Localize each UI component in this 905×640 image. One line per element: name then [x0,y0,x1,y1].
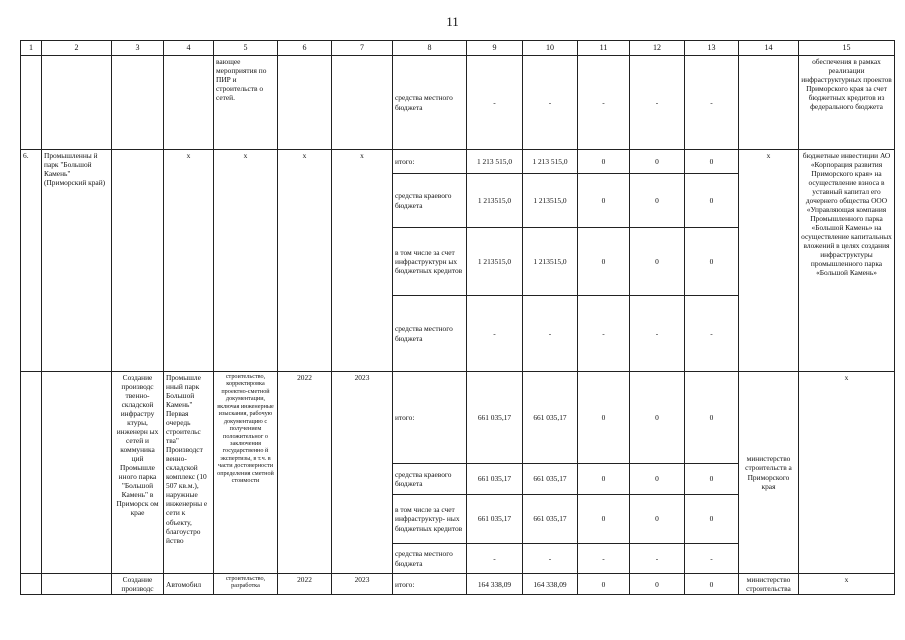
cell-value: 0 [630,150,685,174]
cell-value: 1 213515,0 [467,228,523,296]
cell-value: 0 [630,464,685,495]
cell-funding-source: средства местного бюджета [393,56,467,150]
cell-value: - [523,56,578,150]
cell-value: 164 338,09 [523,574,578,595]
cell-start-year: 2022 [278,574,332,595]
cell-value: 0 [578,174,630,228]
cell-value: - [523,544,578,574]
cell-value: - [685,56,739,150]
cell-value: - [685,544,739,574]
cell-x: х [164,150,214,372]
cell-responsible: министерство строительств а Приморского края [739,372,799,574]
cell-responsible: министерство строительства [739,574,799,595]
cell-x: х [278,150,332,372]
cell-value: 0 [685,228,739,296]
cell-value: 1 213515,0 [467,174,523,228]
header-cell: 5 [214,41,278,56]
header-cell: 7 [332,41,393,56]
cell-value: 0 [630,574,685,595]
cell-value: 164 338,09 [467,574,523,595]
header-cell: 8 [393,41,467,56]
cell-funding-source: средства краевого бюджета [393,464,467,495]
cell-value: 1 213515,0 [523,174,578,228]
header-row [21,41,895,56]
cell-value: 0 [578,372,630,464]
table-row [21,56,895,150]
header-cell: 14 [739,41,799,56]
cell-note: обеспечения в рамках реализации инфраструктурных проектов Приморского края за счет бюджетных кредитов из федерального бюджета [799,56,895,150]
cell-value: 661 035,17 [523,495,578,544]
cell-end-year: 2023 [332,372,393,574]
cell-value: 661 035,17 [523,372,578,464]
cell-value: 0 [578,495,630,544]
cell-value: 0 [685,574,739,595]
cell-value: - [630,296,685,372]
header-cell: 4 [164,41,214,56]
header-cell: 11 [578,41,630,56]
page-number: 11 [446,14,459,29]
cell-activity: строительство, разработка [214,574,278,595]
cell-end-year: 2023 [332,574,393,595]
cell-activity: вающее мероприятия по ПИР и строительств о сетей. [214,56,278,150]
cell-value: 0 [578,574,630,595]
cell-funding-source: итого: [393,372,467,464]
cell-value: 0 [630,174,685,228]
header-cell: 1 [21,41,42,56]
cell-object-description: Автомобил [164,574,214,595]
cell-funding-source: итого: [393,574,467,595]
header-cell: 15 [799,41,895,56]
header-cell: 12 [630,41,685,56]
cell-value: 661 035,17 [467,495,523,544]
cell-value: - [523,296,578,372]
cell-value: 0 [685,150,739,174]
cell-funding-source: в том числе за счет инфраструктур- ных бюджетных кредитов [393,495,467,544]
cell-value: 1 213 515,0 [523,150,578,174]
cell-object: Промышленны й парк "Большой Камень" (Приморский край) [42,150,112,372]
program-table [20,40,895,595]
cell-value: 0 [685,464,739,495]
cell-value: 661 035,17 [467,372,523,464]
cell-x: х [739,150,799,372]
cell-x: х [799,574,895,595]
cell-value: - [685,296,739,372]
header-cell: 9 [467,41,523,56]
cell-value: - [578,544,630,574]
table-row [21,150,895,174]
cell-funding-source: средства местного бюджета [393,296,467,372]
cell-value: - [630,56,685,150]
table-row [21,372,895,464]
header-cell: 3 [112,41,164,56]
cell-activity: строительство, корректировка проектно-сметной документации, включая инженерные изыскания, рабочую документацию с получением положительног о заключения государственно й экспертизы, в т.ч. в части достоверности определения сметной стоимости [214,372,278,574]
cell-start-year: 2022 [278,372,332,574]
cell-value: - [578,296,630,372]
cell-value: 0 [630,495,685,544]
cell-object: Создание производс твенно-складской инфрастру ктуры, инженерн ых сетей и коммуника ций Промышле нного парка "Большой Камень" в Приморск ом крае [112,372,164,574]
header-cell: 10 [523,41,578,56]
cell-value: - [578,56,630,150]
cell-x: х [214,150,278,372]
cell-value: 0 [685,495,739,544]
cell-value: - [467,544,523,574]
header-cell: 13 [685,41,739,56]
cell-value: 0 [578,228,630,296]
cell-object: Создание производс [112,574,164,595]
cell-value: 0 [578,464,630,495]
cell-value: 0 [630,372,685,464]
header-cell: 2 [42,41,112,56]
cell-funding-source: итого: [393,150,467,174]
cell-x: х [799,372,895,574]
cell-value: 661 035,17 [523,464,578,495]
cell-object-description: Промышле нный парк Большой Камень" Первая очередь строительс тва" Производст венно-складской комплекс (10 507 кв.м.), наружные инженерны е сети к объекту, благоустро йство [164,372,214,574]
cell-value: - [630,544,685,574]
cell-note: бюджетные инвестиции АО «Корпорация развития Приморского края» на осуществление взноса в уставный капитал его дочернего общества ООО «Управляющая компания Промышленного парка «Большой Камень» на осуществление капитальных вложений в целях создания инфраструктуры промышленного парка «Большой Камень» [799,150,895,372]
cell-funding-source: средства местного бюджета [393,544,467,574]
table-row [21,574,895,595]
cell-funding-source: средства краевого бюджета [393,174,467,228]
cell-value: 0 [685,372,739,464]
cell-value: 0 [578,150,630,174]
cell-funding-source: в том числе за счет инфраструктурн ых бюджетных кредитов [393,228,467,296]
cell-value: 0 [685,174,739,228]
cell-value: 1 213515,0 [523,228,578,296]
cell-x: х [332,150,393,372]
cell-number: 6. [21,150,42,372]
cell-value: - [467,56,523,150]
header-cell: 6 [278,41,332,56]
cell-value: 661 035,17 [467,464,523,495]
cell-value: 1 213 515,0 [467,150,523,174]
cell-value: 0 [630,228,685,296]
cell-value: - [467,296,523,372]
